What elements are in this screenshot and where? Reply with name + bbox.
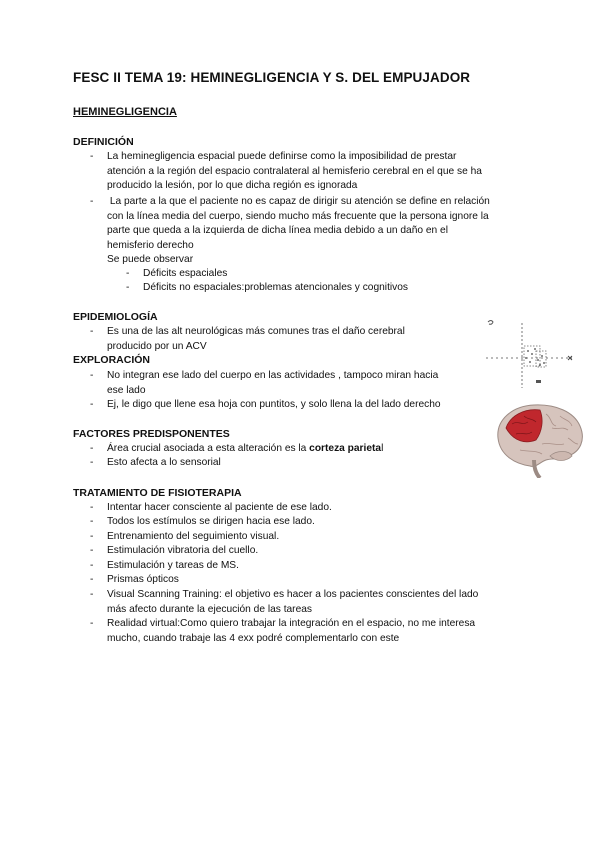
neglect-test-drawing	[480, 318, 580, 398]
bullet-dash: -	[90, 196, 94, 207]
bullet-dash: -	[126, 268, 130, 279]
bullet-dash: -	[90, 370, 94, 381]
text-line: Área crucial asociada a esta alteración es la	[107, 443, 310, 454]
bullet-dash: -	[90, 516, 94, 527]
section-subtitle: HEMINEGLIGENCIA	[73, 106, 177, 118]
bullet-dash: -	[90, 560, 94, 571]
epidemiologia-heading: EPIDEMIOLOGÍA	[73, 311, 158, 323]
text-line: Estimulación vibratoria del cuello.	[107, 545, 259, 556]
bullet-dash: -	[90, 502, 94, 513]
text-line: mucho, cuando trabaje las 4 exx podré complementarlo con este	[107, 632, 400, 644]
text-line: con la línea media del cuerpo, siendo mucho más frecuente que la persona ignore la	[107, 210, 489, 222]
text-line: Es una de las alt neurológicas más comunes tras el daño cerebral	[107, 326, 405, 337]
text-line: producido por un ACV	[107, 340, 207, 352]
bullet-dash: -	[90, 457, 94, 468]
definicion-heading: DEFINICIÓN	[73, 136, 134, 148]
bullet-dash: -	[90, 589, 94, 600]
text-line: atención a la región del espacio contralateral al hemisferio cerebral en el que se ha	[107, 165, 482, 177]
text-line: producido la lesión, por lo que dicha región es ignorada	[107, 180, 358, 192]
text-line: La parte a la que el paciente no es capaz de dirigir su atención se define en relación	[107, 196, 490, 207]
text-line: l	[381, 443, 384, 454]
bullet-dash: -	[90, 151, 94, 162]
text-line: Visual Scanning Training: el objetivo es hacer a los pacientes conscientes del lado	[107, 589, 479, 600]
observar-text: Se puede observar	[107, 254, 194, 265]
text-line: Déficits no espaciales:problemas atencionales y cognitivos	[143, 282, 409, 293]
text-line: más afecto durante la ejecución de las tareas	[107, 603, 313, 615]
text-line: Realidad virtual:Como quiero trabajar la integración en el espacio, no me interesa	[107, 618, 476, 629]
text-line: Ej, le digo que llene esa hoja con puntitos, y solo llena la del lado derecho	[107, 399, 441, 410]
bullet-dash: -	[90, 443, 94, 454]
text-line: ese lado	[107, 384, 146, 396]
text-line: Estimulación y tareas de MS.	[107, 560, 239, 571]
bullet-dash: -	[90, 399, 94, 410]
text-line: parte que queda a la izquierda de dicha línea media debido a un daño en el	[107, 225, 448, 237]
text-line: Esto afecta a lo sensorial	[107, 457, 221, 468]
factores-heading: FACTORES PREDISPONENTES	[73, 428, 230, 440]
bullet-dash: -	[90, 545, 94, 556]
brain-illustration	[490, 398, 590, 478]
bold-term: corteza parieta	[309, 443, 382, 454]
text-line: No integran ese lado del cuerpo en las actividades , tampoco miran hacia	[107, 370, 439, 381]
bullet-dash: -	[90, 531, 94, 542]
bullet-dash: -	[90, 574, 94, 585]
text-line: La heminegligencia espacial puede definirse como la imposibilidad de prestar	[107, 151, 457, 162]
text-line: Prismas ópticos	[107, 574, 179, 585]
text-line: Déficits espaciales	[143, 268, 228, 279]
exploracion-heading: EXPLORACIÓN	[73, 354, 151, 366]
bullet-dash: -	[90, 326, 94, 337]
text-line: Intentar hacer consciente al paciente de ese lado.	[107, 502, 332, 513]
text-line: Entrenamiento del seguimiento visual.	[107, 531, 280, 542]
tratamiento-heading: TRATAMIENTO DE FISIOTERAPIA	[73, 487, 242, 499]
bullet-dash: -	[126, 282, 130, 293]
page-title: FESC II TEMA 19: HEMINEGLIGENCIA Y S. DEL EMPUJADOR	[73, 70, 471, 85]
bullet-dash: -	[90, 618, 94, 629]
text-line: hemisferio derecho	[107, 239, 194, 251]
text-line: Todos los estímulos se dirigen hacia ese lado.	[107, 516, 315, 527]
